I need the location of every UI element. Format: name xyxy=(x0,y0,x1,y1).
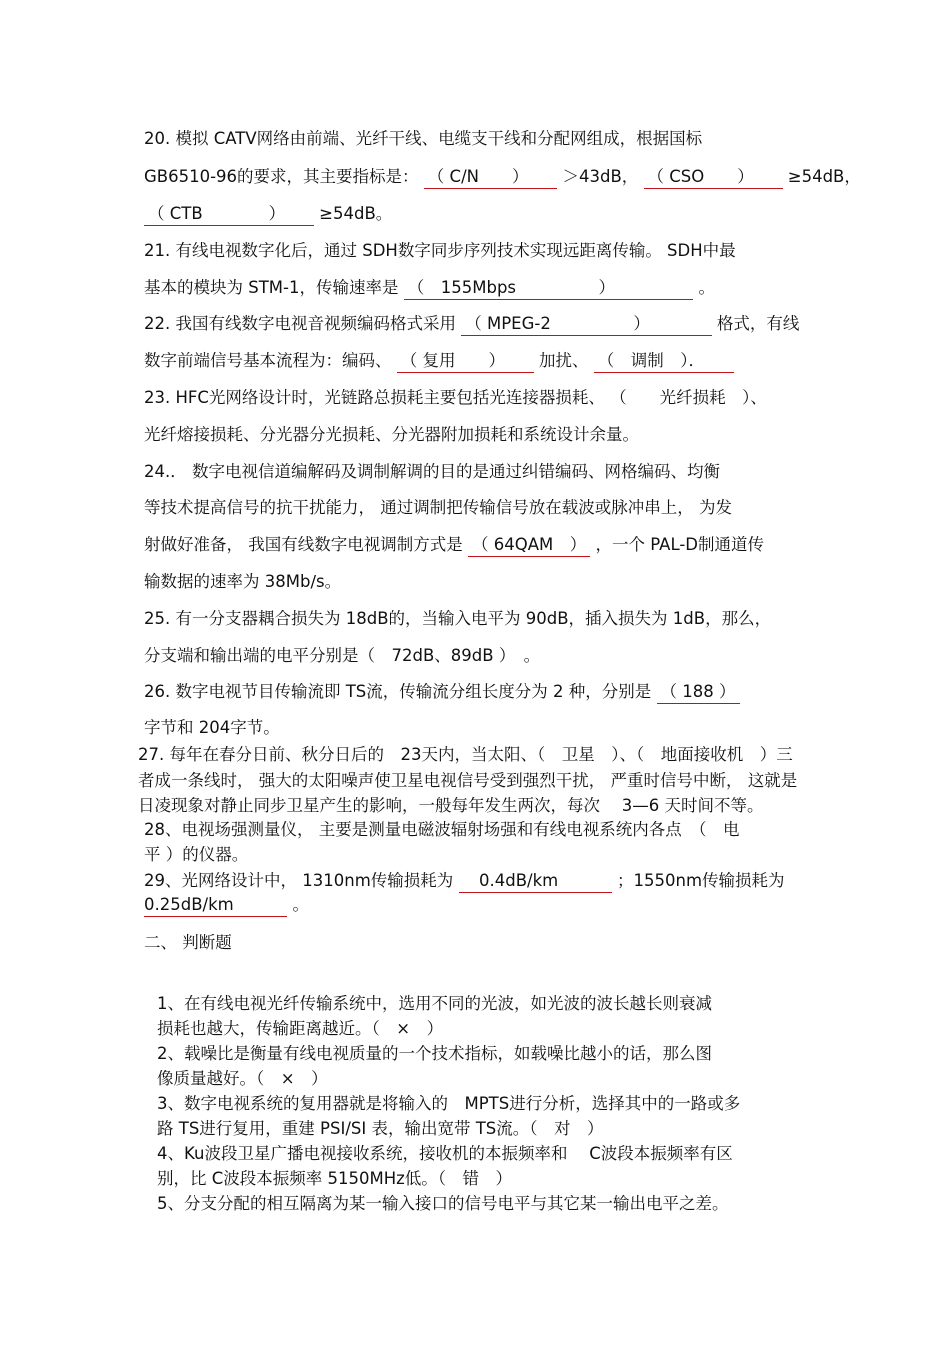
q20-blank-cso: （ CSO ） xyxy=(644,166,783,189)
q24-line1: 24.． 数字电视信道编解码及调制解调的目的是通过纠错编码、网格编码、均衡 xyxy=(144,462,720,481)
q23-line1: 23. HFC光网络设计时，光链路总损耗主要包括光连接器损耗、 （ 光纤损耗 ）、 xyxy=(144,388,767,407)
judge5-line1: 5、分支分配的相互隔离为某一输入接口的信号电平与其它某一输出电平之差。 xyxy=(157,1194,729,1213)
q22-blank-mod: （ 调制 ）． xyxy=(594,350,734,373)
section-heading: 二、 判断题 xyxy=(144,933,232,952)
judge1-line2: 损耗也越大，传输距离越近。（ × ） xyxy=(157,1019,444,1038)
q24-text: ，一个 PAL-D制通道传 xyxy=(595,535,765,554)
q24-line4: 输数据的速率为 38Mb∕s。 xyxy=(144,572,342,591)
q21-text: 。 xyxy=(698,278,716,297)
judge4-line2: 别，比 C波段本振频率 5150MHz低。（ 错 ） xyxy=(157,1169,513,1188)
q29-blank-1310: 0.4dB/km xyxy=(459,870,612,893)
q27-line2: 者成一条线时， 强大的太阳噪声使卫星电视信号受到强烈干扰， 严重时信号中断， 这就是 xyxy=(138,771,798,790)
q20-text: ＞43dB， xyxy=(562,167,639,186)
q24-blank-qam: （ 64QAM ） xyxy=(468,534,590,557)
q20-blank-ctb: （ CTB ） xyxy=(144,203,314,226)
judge3-line1: 3、数字电视系统的复用器就是将输入的 MPTS进行分析，选择其中的一路或多 xyxy=(157,1094,741,1113)
q22-line2 xyxy=(144,350,734,373)
judge4-line1: 4、Ku波段卫星广播电视接收系统，接收机的本振频率和 C波段本振频率有区 xyxy=(157,1144,733,1163)
q26-blank-188: （ 188 ） xyxy=(657,681,740,704)
q22-line1 xyxy=(144,313,799,336)
q28-line2: 平 ）的仪器。 xyxy=(144,845,249,864)
q29-blank-1550: 0.25dB/km xyxy=(144,894,287,917)
q29-text: 。 xyxy=(292,895,309,914)
q21-line2 xyxy=(144,277,715,300)
q20-text: GB6510-96的要求，其主要指标是： xyxy=(144,167,419,186)
q25-line2: 分支端和输出端的电平分别是（ 72dB、89dB ） 。 xyxy=(144,646,541,665)
q28-line1: 28、电视场强测量仪， 主要是测量电磁波辐射场强和有线电视系统内各点 （ 电 xyxy=(144,820,740,839)
judge2-line2: 像质量越好。（ × ） xyxy=(157,1069,328,1088)
q29-text: ；1550nm传输损耗为 xyxy=(617,871,785,890)
q22-blank-mux: （ 复用 ） xyxy=(397,350,534,373)
q22-text: 数字前端信号基本流程为：编码、 xyxy=(144,351,392,370)
judge1-line1: 1、在有线电视光纤传输系统中，选用不同的光波，如光波的波长越长则衰减 xyxy=(157,994,712,1013)
q20-line1: 20. 模拟 CATV网络由前端、光纤干线、电缆支干线和分配网组成，根据国标 xyxy=(144,129,703,148)
q22-text: 格式，有线 xyxy=(716,314,800,333)
q20-line2 xyxy=(144,166,861,189)
q24-line2: 等技术提高信号的抗干扰能力， 通过调制把传输信号放在载波或脉冲串上， 为发 xyxy=(144,498,732,517)
q26-text: 26. 数字电视节目传输流即 TS流，传输流分组长度分为 2 种，分别是 xyxy=(144,682,652,701)
q22-text: 加扰、 xyxy=(539,351,589,370)
q25-line1: 25. 有一分支器耦合损失为 18dB的，当输入电平为 90dB，插入损失为 1dB，那么， xyxy=(144,609,772,628)
q21-text: 基本的模块为 STM-1，传输速率是 xyxy=(144,278,399,297)
q20-blank-cn: （ C/N ） xyxy=(424,166,557,189)
q23-line2: 光纤熔接损耗、分光器分光损耗、分光器附加损耗和系统设计余量。 xyxy=(144,425,639,444)
q21-blank-rate: （ 155Mbps ） xyxy=(404,277,694,300)
q24-text: 射做好准备， 我国有线数字电视调制方式是 xyxy=(144,535,463,554)
q24-line3 xyxy=(144,534,764,557)
q26-line2: 字节和 204字节。 xyxy=(144,718,280,737)
q27-line1: 27. 每年在春分日前、秋分日后的 23天内，当太阳、（ 卫星 ）、（ 地面接收机 ）三 xyxy=(138,745,793,764)
q29-line1 xyxy=(144,870,785,893)
q22-blank-format: （ MPEG-2 ） xyxy=(461,313,711,336)
q27-line3: 日凌现象对静止同步卫星产生的影响，一般每年发生两次，每次 3—6 天时间不等。 xyxy=(138,796,764,815)
q20-line3 xyxy=(144,203,392,226)
q29-text: 29、光网络设计中， 1310nm传输损耗为 xyxy=(144,871,454,890)
q20-text: ≥54dB， xyxy=(787,167,861,186)
q20-text: ≥54dB。 xyxy=(319,204,393,223)
q21-line1: 21. 有线电视数字化后，通过 SDH数字同步序列技术实现远距离传输。 SDH中最 xyxy=(144,241,736,260)
q22-text: 22. 我国有线数字电视音视频编码格式采用 xyxy=(144,314,456,333)
judge2-line1: 2、载噪比是衡量有线电视质量的一个技术指标，如载噪比越小的话，那么图 xyxy=(157,1044,712,1063)
judge3-line2: 路 TS进行复用，重建 PSI/SI 表，输出宽带 TS流。（ 对 ） xyxy=(157,1119,604,1138)
q26-line1 xyxy=(144,681,740,704)
q29-line2 xyxy=(144,894,309,917)
